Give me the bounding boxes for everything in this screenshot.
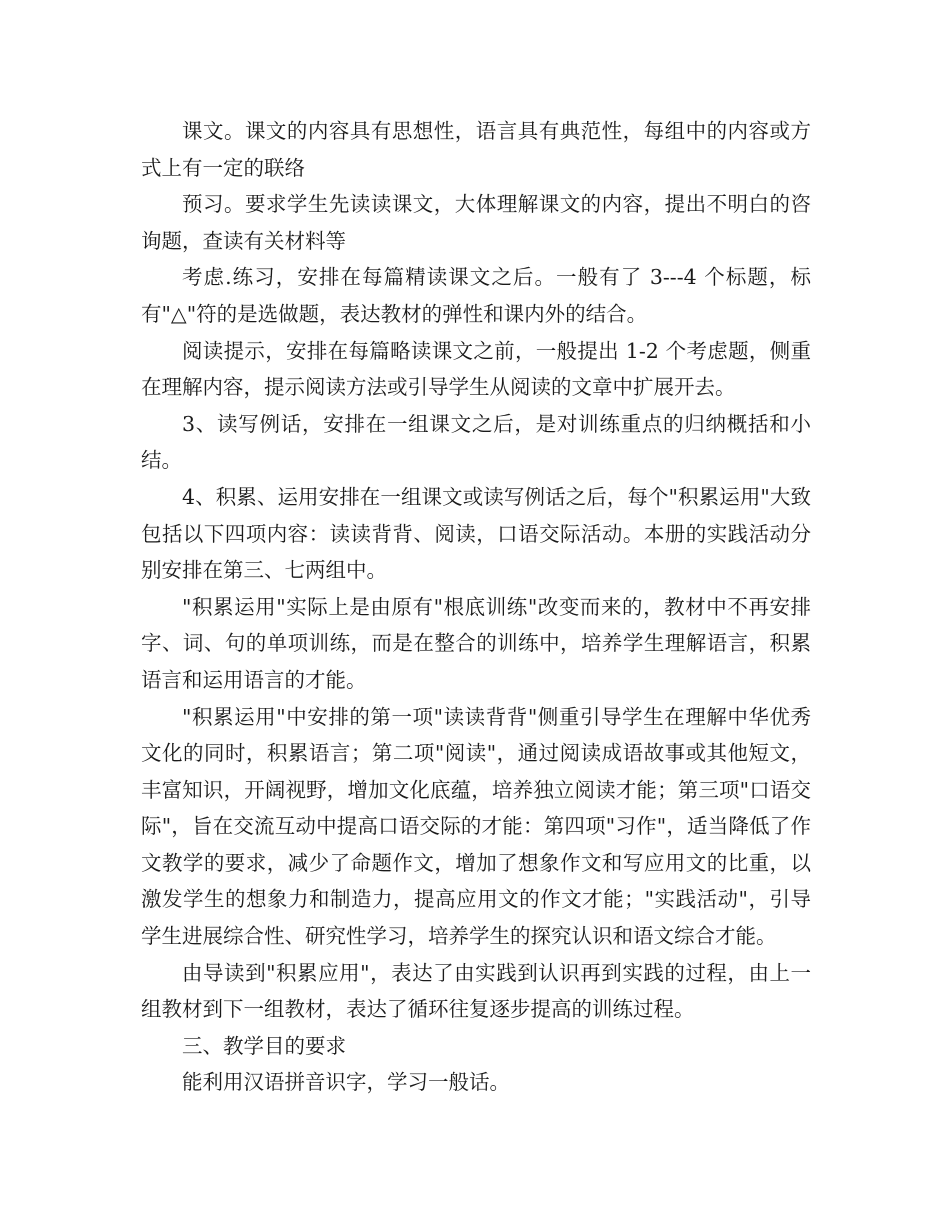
paragraph-preview: 预习。要求学生先读读课文，大体理解课文的内容，提出不明白的咨询题，查读有关材料等 bbox=[141, 192, 811, 253]
document-body bbox=[141, 113, 811, 1101]
paragraph-exercises: 考虑.练习，安排在每篇精读课文之后。一般有了 3---4 个标题，标有"△"符的是选做题，表达教材的弹性和课内外的结合。 bbox=[141, 265, 811, 326]
paragraph-text-intro: 课文。课文的内容具有思想性，语言具有典范性，每组中的内容或方式上有一定的联络 bbox=[141, 119, 811, 180]
paragraph-reading-tips: 阅读提示，安排在每篇略读课文之前，一般提出 1-2 个考虑题，侧重在理解内容，提示阅读方法或引导学生从阅读的文章中扩展开去。 bbox=[141, 338, 811, 400]
section-heading-teaching-goals: 三、教学目的要求 bbox=[182, 1033, 346, 1058]
paragraph-four-items: "积累运用"中安排的第一项"读读背背"侧重引导学生在理解中华优秀文化的同时，积累语言；第二项"阅读"，通过阅读成语故事或其他短文，丰富知识，开阔视野，增加文化底蕴，培养独立阅读才能；第三项"口语交际"，旨在交流互动中提高口语交际的才能：第四项"习作"，适当降低了作文教学的要求，减少了命题作文，增加了想象作文和写应用文的比重，以激发学生的想象力和制造力，提高应用文的作文才能；"实践活动"，引导学生进展综合性、研究性学习，培养学生的探究认识和语文综合才能。 bbox=[141, 704, 811, 949]
paragraph-accumulate-apply: 4、积累、运用安排在一组课文或读写例话之后，每个"积累运用"大致包括以下四项内容：读读背背、阅读，口语交际活动。本册的实践活动分别安排在第三、七两组中。 bbox=[141, 484, 811, 583]
paragraph-practice-cycle: 由导读到"积累应用"，表达了由实践到认识再到实践的过程，由上一组教材到下一组教材，表达了循环往复逐步提高的训练过程。 bbox=[141, 960, 811, 1022]
paragraph-accumulate-origin: "积累运用"实际上是由原有"根底训练"改变而来的，教材中不再安排字、词、句的单项训练，而是在整合的训练中，培养学生理解语言，积累语言和运用语言的才能。 bbox=[141, 594, 811, 692]
paragraph-pinyin-goal: 能利用汉语拼音识字，学习一般话。 bbox=[182, 1070, 510, 1095]
paragraph-read-write-examples: 3、读写例话，安排在一组课文之后，是对训练重点的归纳概括和小结。 bbox=[141, 411, 811, 473]
